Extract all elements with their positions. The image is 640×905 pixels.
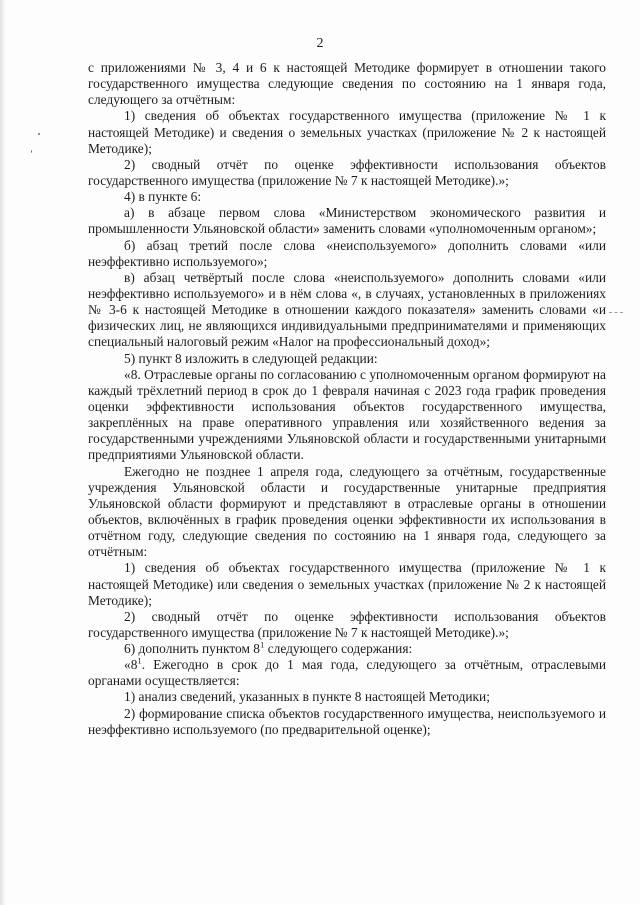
paragraph-subitem-b: б) абзац третий после слова «неиспользуемого» дополнить словами «или неэффективно используемого»; <box>88 237 606 269</box>
paragraph-analysis-item-2: 2) формирование списка объектов государственного имущества, неиспользуемого и неэффективно используемого (по предварительной оценке); <box>88 705 606 737</box>
document-body <box>88 60 606 738</box>
scan-speck <box>38 133 40 135</box>
paragraph-point-6-prefix: 6) дополнить пунктом 8 <box>124 641 261 657</box>
paragraph-item-1-info: 1) сведения об объектах государственного имущества (приложение № 1 к настоящей Методике) и сведения о земельных участках (приложение № 2 к настоящей Методике); <box>88 108 606 156</box>
paragraph-item-1-info-alt: 1) сведения об объектах государственного имущества (приложение № 1 к настоящей Методике) или сведения о земельных участках (приложение № 2 к настоящей Методике); <box>88 560 606 608</box>
scan-speck <box>31 150 32 153</box>
paragraph-subitem-a: а) в абзаце первом слова «Министерством экономического развития и промышленности Ульяновской области» заменить словами «уполномоченным органом»; <box>88 205 606 237</box>
scan-edge-shadow <box>0 0 6 905</box>
margin-mark <box>609 312 623 313</box>
paragraph-annual-deadline: Ежегодно не позднее 1 апреля года, следующего за отчётным, государственные учреждения Ульяновской области и государственные унитарные предприятия Ульяновской области формируют и представляют в отраслевые органы в отношении объектов, включённых в график проведения оценки эффективности их использования в отчётном году, следующие сведения по состоянию на 1 января года, следующего за отчётным: <box>88 463 606 560</box>
paragraph-item-2-report: 2) сводный отчёт по оценке эффективности использования объектов государственного имущества (приложение № 7 к настоящей Методике).»; <box>88 156 606 188</box>
paragraph-point-4: 4) в пункте 6: <box>124 189 202 205</box>
paragraph-clause-8-1-prefix: «8 <box>124 657 138 673</box>
paragraph-clause-8: «8. Отраслевые органы по согласованию с уполномоченным органом формируют на каждый трёхлетний период в срок до 1 февраля начиная с 2023 года график проведения оценки эффективности использования объектов государственного имущества, закреплённых на праве оперативного управления или хозяйственного ведения за государственными учреждениями Ульяновской области и государственными унитарными предприятиями Ульяновской области. <box>88 366 606 463</box>
paragraph-analysis-item-1: 1) анализ сведений, указанных в пункте 8 настоящей Методики; <box>124 689 490 705</box>
paragraph-clause-8-1 <box>88 657 606 689</box>
superscript-1: 1 <box>137 655 142 666</box>
paragraph-subitem-v: в) абзац четвёртый после слова «неиспользуемого» дополнить словами «или неэффективно используемого» и в нём слова «, в случаях, установленных в приложениях № 3-6 к настоящей Методике в отношении каждого показателя» заменить словами «и физических лиц, не являющихся индивидуальными предпринимателями и применяющих специальный налоговый режим «Налог на профессиональный доход»; <box>88 269 606 350</box>
paragraph-point-6 <box>88 641 606 657</box>
superscript-1: 1 <box>260 639 265 650</box>
paragraph-clause-8-1-rest: . Ежегодно в срок до 1 мая года, следующего за отчётным, отраслевыми органами осуществляется: <box>88 657 606 689</box>
paragraph-item-2-report-alt: 2) сводный отчёт по оценке эффективности использования объектов государственного имущества (приложение № 7 к настоящей Методике).»; <box>88 608 606 640</box>
paragraph-point-6-rest: следующего содержания: <box>264 641 413 657</box>
page-number: 2 <box>316 36 324 51</box>
paragraph-point-5: 5) пункт 8 изложить в следующей редакции: <box>124 350 378 366</box>
paragraph-continuation: с приложениями № 3, 4 и 6 к настоящей Методике формирует в отношении такого государственного имущества следующие сведения по состоянию на 1 января года, следующего за отчётным: <box>88 60 606 108</box>
